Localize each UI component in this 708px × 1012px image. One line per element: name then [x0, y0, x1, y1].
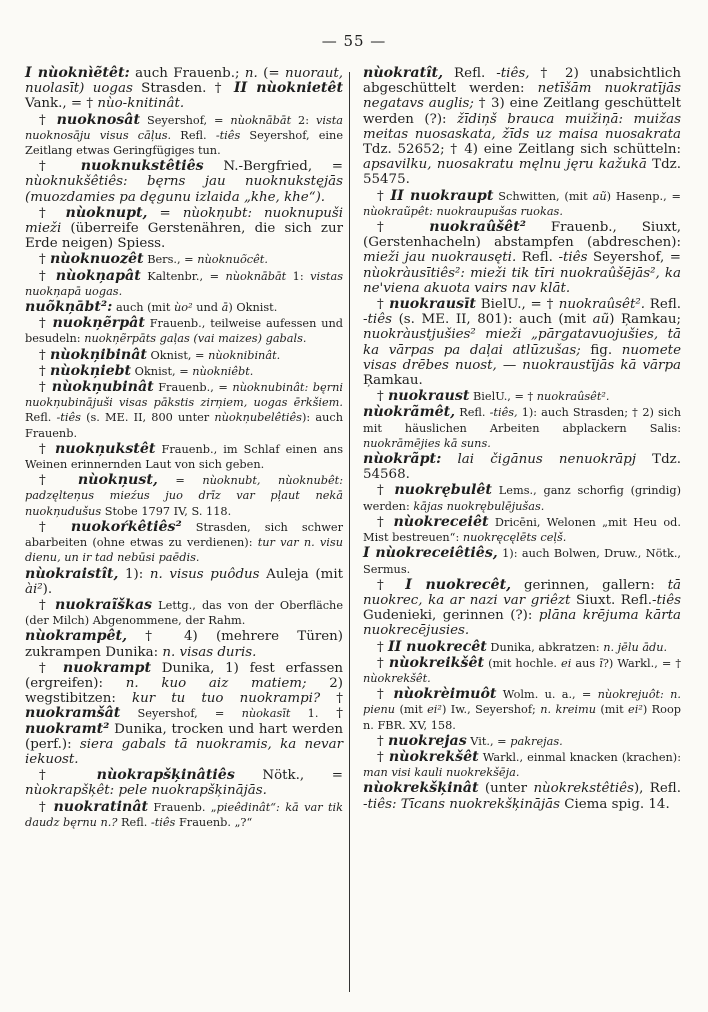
dictionary-entry — [25, 768, 343, 798]
dictionary-entry — [25, 66, 343, 112]
entry-text: † — [39, 205, 66, 221]
entry-headword: nuokrausīt — [389, 296, 476, 313]
entry-text: BielU., = † — [475, 297, 559, 313]
entry-text: Strasden, sich schwer abarbeiten (ohne etwas zu verdienen): — [25, 520, 344, 550]
entry-text: nùokrejuôt: n. pienu — [363, 688, 681, 717]
entry-text: Tdz. 54568. — [363, 452, 681, 483]
dictionary-entry — [25, 300, 343, 315]
entry-text: žīdiņš brauca muižiņā: muižas meitas nuosaskata, žīds uz maisa nuosakrata — [363, 111, 681, 142]
dictionary-entry — [25, 348, 343, 363]
entry-text: man visi kauli nuokrekšēja. — [363, 766, 520, 780]
entry-text: Frauenb., teilweise aufessen und besudeln: — [25, 317, 344, 346]
entry-text: Lettg., das von der Oberfläche (der Milch) Abgenommene, der Rahm. — [25, 598, 344, 628]
dictionary-entry — [363, 220, 681, 296]
entry-text: † — [39, 159, 81, 175]
entry-text: 2) wegstibitzen: — [25, 675, 343, 707]
entry-text: Dunika, 1) fest erfassen (ergreifen): — [25, 660, 343, 691]
entry-text: † — [39, 268, 56, 284]
entry-text: tur var n. visu dienu, un ir tad nebūsi paēdis. — [25, 536, 343, 565]
entry-headword: II nuokraupt — [390, 187, 494, 204]
entry-text: Nötk., = — [234, 768, 343, 784]
entry-text: Warkl., einmal knacken (krachen): — [478, 750, 682, 764]
entry-text: aũ — [592, 189, 607, 203]
entry-headword: nuokrejas — [387, 732, 467, 749]
entry-text: Seyershof, = — [587, 250, 681, 266]
entry-text: nùoknibinât. — [208, 348, 281, 362]
dictionary-entry — [25, 629, 343, 659]
entry-text: kājas nuokrębulējušas. — [413, 499, 545, 513]
dictionary-entry — [363, 640, 681, 655]
entry-text: Refl. — [117, 815, 151, 829]
entry-text: † — [377, 733, 388, 749]
entry-text: Auleja (mit — [259, 566, 343, 582]
entry-text: † — [377, 577, 406, 593]
entry-text: (s. ME. II, 800 unter — [80, 411, 215, 425]
entry-text: (= — [257, 66, 286, 81]
entry-text: plāna krējuma kārta nuokrecējusies. — [363, 608, 681, 639]
entry-headword: nuokņukstêt — [54, 440, 156, 457]
entry-text: Kaltenbr., = — [140, 269, 226, 283]
entry-text: † — [377, 687, 394, 703]
entry-text: ā — [221, 301, 229, 315]
entry-text: n. jēlu ādu. — [603, 640, 668, 654]
entry-headword: nuõkņābt²: — [25, 299, 113, 316]
entry-text: Refl. — [443, 66, 497, 81]
entry-text: BielU., = † — [469, 390, 537, 404]
entry-text: 1. — [290, 707, 319, 721]
entry-text: ). — [42, 581, 53, 597]
entry-headword: nùokrampêt, — [25, 628, 128, 645]
dictionary-entry — [25, 113, 343, 159]
entry-text: † 3) eine Zeitlang geschüttelt werden (?): — [363, 96, 681, 127]
entry-headword: nuokraĩškas — [55, 596, 153, 613]
entry-text: † — [39, 363, 50, 379]
entry-text: Schwitten, (mit — [493, 189, 593, 203]
entry-text: nùokniêbt. — [192, 364, 254, 378]
entry-text: (s. ME. II, 801): auch (mit — [392, 312, 593, 328]
entry-headword: nùokrapšķinâtiês — [96, 767, 235, 784]
entry-text: Vit., = — [466, 734, 511, 748]
entry-headword: nuokramšât — [25, 705, 121, 722]
entry-headword: nùoknuozêt — [49, 251, 144, 268]
entry-text: Siuxt. Refl. — [570, 592, 653, 608]
entry-text: Refl. — [171, 128, 216, 142]
entry-text: (unter — [478, 781, 534, 797]
entry-text: -tiês — [150, 815, 176, 829]
entry-text: = — [147, 205, 183, 221]
entry-text: ī — [599, 656, 603, 670]
entry-headword: nuokratinât — [53, 798, 149, 815]
entry-text: -tiês — [363, 312, 392, 328]
entry-text: 1): auch Bolwen, Druw., Nötk., Sermus. — [363, 547, 681, 576]
column-divider — [349, 72, 350, 992]
entry-text: † — [377, 749, 389, 765]
dictionary-entry — [25, 442, 343, 472]
entry-text: Oknist, = — [146, 348, 209, 362]
entry-headword: nùokrekšêt — [388, 748, 479, 765]
entry-text: aus — [571, 656, 600, 670]
entry-text: Tdz. 55475. — [363, 157, 681, 188]
dictionary-entry — [363, 656, 681, 686]
entry-text: pieêdinât“: kā var tik daudz bęrnu n.? — [25, 800, 344, 829]
entry-text: gerinnen, gallern: — [511, 577, 668, 593]
entry-headword: nùokrekšķinât — [363, 780, 479, 797]
entry-text: tā nuokrec, ka ar nazi var griêzt — [363, 577, 681, 608]
entry-text: nuokràustjušies² mieži „pārgatavuojušies, tā ka vārpas pa daļai atlūzušas; — [363, 327, 681, 358]
dictionary-entry — [25, 206, 343, 252]
entry-text: † — [39, 519, 71, 535]
entry-text: ) Roop n. FBR. XV, 158. — [363, 703, 681, 732]
entry-text: 1): auch Strasden; † 2) sich mit häuslichen Arbeiten abplackern Salis: — [363, 406, 682, 435]
entry-headword: nùokņiebt — [49, 362, 132, 379]
dictionary-entry — [25, 520, 343, 566]
entry-headword: nùokņubinât — [51, 379, 154, 396]
entry-text: Stobe 1797 IV, S. 118. — [101, 504, 232, 518]
entry-text: nuokņẽrpāts gaļas (vai maizes) gabals. — [84, 332, 307, 346]
entry-text: nùoknukšêtiês: bęrns jau nuoknukstęjās (muozdamies pa dęgunu izlaida „khe, khe“). — [25, 174, 343, 205]
entry-headword: nuokramt² — [25, 720, 110, 737]
entry-headword: nùokratît, — [363, 65, 444, 81]
entry-text: -tiês — [56, 411, 81, 425]
entry-text: n. visas duris. — [162, 644, 257, 660]
dictionary-entry — [363, 750, 681, 780]
entry-text: † — [39, 380, 52, 396]
entry-text: † — [320, 691, 343, 707]
entry-text: Frauenb., = — [153, 381, 233, 395]
entry-headword: nuokoŕkêtiês² — [70, 518, 182, 535]
entry-text: ùo² — [174, 301, 193, 315]
entry-text: (mit hochle. — [484, 656, 562, 670]
entry-text: nuokrāmējies kā suns. — [363, 436, 491, 450]
dictionary-entry — [363, 546, 681, 576]
entry-text: Tdz. 52652; † 4) eine Zeitlang sich schütteln: — [363, 142, 681, 158]
right-column — [363, 66, 681, 813]
entry-headword: nuokraûšêt² — [429, 219, 526, 236]
entry-text: -tiês — [652, 592, 682, 608]
dictionary-entry — [363, 405, 681, 451]
entry-text: † — [39, 660, 63, 676]
entry-text: † — [377, 483, 395, 499]
entry-headword: nùokrãmêt, — [363, 404, 456, 421]
entry-text: nùo-knitinât. — [97, 96, 185, 112]
entry-text: † — [377, 514, 394, 530]
entry-text: Refl. — [516, 250, 559, 266]
dictionary-entry — [25, 159, 343, 205]
entry-headword: II nuokrecêt — [387, 638, 487, 655]
entry-text: Gudenieki, gerinnen (?): — [363, 608, 539, 624]
entry-headword: nuokņẽrpât — [52, 315, 145, 332]
entry-text: Frauenb., Siuxt, (Gerstenhacheln) abstampfen (abdreschen): — [363, 220, 682, 251]
dictionary-entry — [25, 567, 343, 597]
entry-text: † — [39, 768, 97, 784]
entry-text: † — [39, 347, 50, 363]
entry-text: ) Iw., Seyershof; — [441, 703, 541, 717]
entry-text: ei² — [427, 703, 442, 717]
entry-text: ): auch Frauenb. — [25, 411, 343, 440]
entry-headword: nùokreceiêt — [393, 513, 489, 530]
entry-text: n. kuo aiz matiem; — [125, 675, 307, 691]
entry-text: nùokràusītiês²: mieži tik tīri nuokraûšējās², ka ne'viena akuota vairs nav klāt. — [363, 265, 681, 296]
entry-text: † — [39, 473, 78, 489]
entry-text: nùoknubinât: bęrni nuokņubinājuši visas pākstis zirņiem, uogas ērkšiem. — [25, 381, 343, 410]
dictionary-entry — [363, 734, 681, 749]
entry-headword: nùoknupt, — [65, 204, 148, 221]
entry-headword: nùokraistît, — [25, 565, 119, 582]
entry-text: kur tu tuo nuokrampi? — [131, 691, 321, 707]
entry-text: † — [39, 441, 55, 457]
entry-text: Refl. — [644, 297, 682, 313]
entry-text: (mit — [395, 703, 428, 717]
entry-text: ) Ŗamkau; — [609, 312, 682, 328]
entry-headword: nuoknosât — [56, 111, 141, 128]
dictionary-entry — [363, 389, 681, 404]
entry-text: vistas nuokņapā uogas. — [25, 269, 343, 298]
entry-text: -tiês, — [489, 406, 518, 420]
dictionary-entry — [363, 483, 681, 513]
entry-text: = — [157, 474, 203, 488]
entry-text: Dunika, trocken und hart werden (perf.): — [25, 721, 343, 752]
entry-text: mieži jau nuokrausęti. — [363, 250, 517, 266]
entry-text: -tiês, — [496, 66, 530, 81]
dictionary-entry — [363, 189, 681, 219]
dictionary-entry — [363, 452, 681, 482]
entry-text: † — [377, 220, 430, 236]
entry-headword: nùokņibinât — [49, 346, 147, 363]
entry-text: ei — [561, 656, 572, 670]
entry-text: nuoraut, nuolasīt) uogas — [25, 66, 343, 97]
entry-text: Dricēni, Welonen „mit Heu od. Mist bestreuen“: — [363, 515, 682, 545]
dictionary-entry — [25, 316, 343, 346]
entry-text: Lems., ganz schorfig (grindig) werden: — [363, 484, 682, 513]
entry-text: N.-Bergfried, = — [203, 159, 343, 175]
entry-headword: nùokrãpt: — [363, 451, 442, 468]
dictionary-entry — [25, 800, 343, 830]
entry-text: lai čigānus nenuokrāpj — [441, 452, 636, 468]
entry-text: Oknist, = — [131, 364, 193, 378]
entry-text: Strasden. † — [132, 81, 234, 97]
dictionary-entry — [25, 473, 343, 519]
dictionary-entry — [25, 661, 343, 767]
entry-text: Frauenb., im Schlaf einen ans Weinen erinnernden Laut von sich geben. — [25, 442, 344, 472]
dictionary-entry — [363, 781, 681, 811]
entry-text: n. — [244, 66, 258, 81]
dictionary-entry — [25, 364, 343, 379]
entry-headword: nuokraust — [387, 388, 470, 405]
entry-text: † 4) (mehrere Türen) zukrampen Dunika: — [25, 629, 343, 660]
entry-text: Wolm. u. a., = — [496, 688, 598, 702]
entry-text: † 2) unabsichtlich abgeschüttelt werden: — [363, 66, 681, 97]
entry-text: nùoknābāt — [225, 269, 287, 283]
entry-text: -tiês — [215, 128, 241, 142]
entry-text: vista nuoknosāju visus cāļus. — [25, 113, 344, 142]
dictionary-entry — [363, 66, 681, 188]
entry-headword: I nuokrecêt, — [405, 576, 512, 593]
entry-text: Ciema spig. 14. — [559, 796, 670, 812]
entry-text: ) Oknist. — [228, 301, 278, 315]
page-number: — 55 — — [321, 32, 387, 50]
entry-text: 1): — [118, 566, 150, 582]
entry-text: 1: — [286, 269, 311, 283]
entry-headword: nùokrèimuôt — [393, 686, 497, 703]
entry-headword: I nùokreceiêtiês, — [363, 545, 498, 562]
entry-text: und — [192, 301, 222, 315]
dictionary-entry — [25, 269, 343, 299]
dictionary-entry — [363, 687, 681, 733]
entry-text: nùokrekšêt. — [363, 671, 431, 685]
entry-text: † — [39, 252, 50, 268]
entry-headword: nùokreikšêt — [388, 654, 485, 671]
entry-headword: nuokrębulêt — [394, 482, 492, 499]
entry-text: pakrejas. — [510, 734, 563, 748]
entry-text: ài² — [25, 581, 43, 597]
entry-text: Seyershof, eine Zeitlang etwas Geringfügiges tun. — [25, 128, 344, 158]
entry-text: ?) Warkl., = † — [602, 656, 681, 670]
entry-text: nùokņubt: nuoknupuši mieži — [25, 205, 344, 237]
entry-text: nuokręcęlēts ceļš. — [462, 531, 567, 545]
entry-text: Ŗamkau. — [363, 373, 423, 389]
entry-text: nùokrekstêtiês — [533, 781, 634, 797]
entry-headword: nuokrampt — [62, 659, 151, 676]
entry-headword: I nùoknìẽtêt: — [25, 65, 130, 81]
entry-text: nùokņubelêtiês — [214, 411, 302, 425]
entry-text: Frauenb. „?“ — [175, 815, 253, 829]
entry-text: ) Hasenp., = — [606, 189, 681, 203]
entry-text: nùokraũpêt: nuokraupušas ruokas. — [363, 204, 563, 218]
entry-text: Seyershof, = — [120, 707, 242, 721]
entry-text: nùoknābāt — [230, 113, 292, 127]
dictionary-entry — [25, 252, 343, 267]
entry-text: Refl. — [25, 411, 57, 425]
dictionary-entry — [363, 515, 681, 545]
entry-text: n. kreimu — [540, 703, 596, 717]
entry-text: † — [39, 597, 56, 613]
entry-text: ei² — [628, 703, 643, 717]
entry-text: Bers., = — [143, 253, 198, 267]
entry-text: nuomete visas drēbes nuost, — nuokraustījās kā vārpa — [363, 342, 681, 373]
entry-text: netīšām nuokratījās negatavs auglis; — [363, 81, 681, 112]
entry-text: nùokrapšķêt: pele nuokrapšķinājās. — [25, 783, 267, 799]
entry-text: † — [39, 316, 53, 332]
entry-text: † — [39, 112, 57, 128]
entry-text: Dunika, abkratzen: — [486, 640, 604, 654]
entry-text: aũ — [592, 312, 610, 328]
entry-text: (mit — [596, 703, 629, 717]
entry-text: (überreife Gerstenähren, die sich zur Erde neigen) Spiess. — [25, 221, 343, 252]
entry-text: fig. — [580, 342, 622, 358]
entry-text: nùoknubt, nùoknubêt: padzęlteņus mieźus juo drīz var pļaut nekā nuokņudušus — [25, 474, 343, 518]
entry-headword: nùokņapât — [55, 267, 141, 284]
entry-text: † — [377, 639, 388, 655]
entry-text: † — [377, 389, 388, 405]
entry-headword: nuoknukstêtiês — [80, 158, 204, 175]
dictionary-entry — [363, 297, 681, 388]
entry-text: ), Refl. — [633, 781, 681, 797]
entry-text: auch (mit — [112, 301, 175, 315]
entry-text: † — [377, 188, 391, 204]
entry-headword: II nùoknietêt — [233, 80, 343, 97]
entry-text: † — [377, 655, 389, 671]
entry-text: apsavilku, nuosakratu męlnu jęru kažukā — [363, 157, 647, 173]
entry-text: nuokraûsêt². — [536, 390, 610, 404]
entry-text: † — [318, 706, 344, 722]
entry-text: 2: — [291, 113, 316, 127]
entry-text: Vank., = † — [25, 96, 98, 112]
dictionary-entry — [25, 380, 343, 441]
entry-text: Refl. — [455, 406, 490, 420]
entry-text: nùokasīt — [241, 707, 291, 721]
entry-text: auch Frauenb.; — [129, 66, 245, 81]
entry-text: nuokraûsêt². — [558, 297, 645, 313]
dictionary-entry — [25, 598, 343, 628]
entry-text: nùoknuõcêt. — [197, 253, 268, 267]
entry-text: n. visus puôdus — [149, 566, 260, 582]
entry-text: -tiês: Tīcans nuokrekšķinājās — [363, 796, 560, 812]
entry-headword: nùokņust, — [77, 472, 158, 489]
entry-text: siera gabals tā nuokramis, ka nevar iekuost. — [25, 736, 343, 767]
dictionary-entry — [363, 578, 681, 639]
entry-text: Seyershof, = — [140, 113, 231, 127]
entry-text: † — [377, 297, 390, 313]
entry-text: Frauenb. „ — [148, 800, 217, 814]
left-column — [25, 66, 343, 831]
entry-text: † — [39, 799, 54, 815]
entry-text: -tiês — [558, 250, 588, 266]
